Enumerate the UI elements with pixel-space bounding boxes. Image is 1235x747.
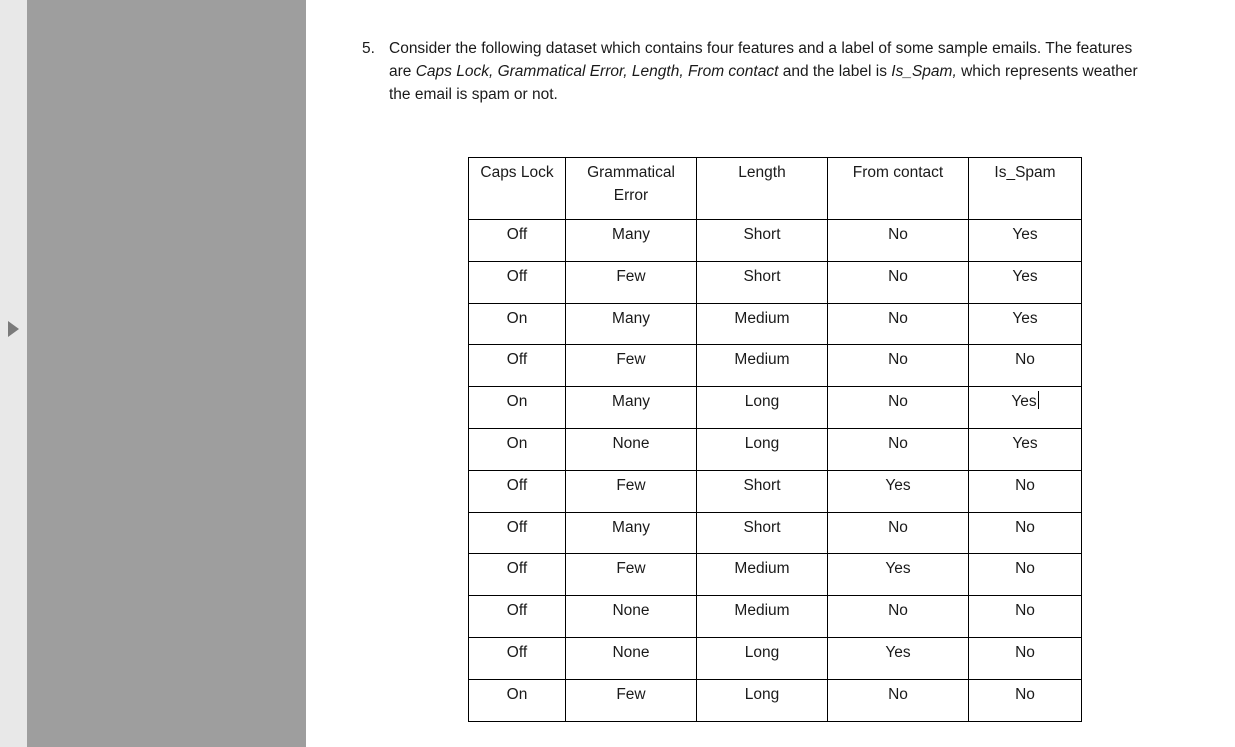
table-row [469, 428, 1082, 470]
table-cell[interactable]: No [828, 261, 969, 303]
table-cell[interactable]: Many [566, 303, 697, 345]
table-cell[interactable]: Few [566, 554, 697, 596]
table-cell[interactable]: Off [469, 554, 566, 596]
table-cell[interactable]: Medium [697, 345, 828, 387]
header-caps-lock: Caps Lock [469, 158, 566, 220]
table-cell[interactable]: No [828, 220, 969, 262]
table-cell[interactable]: Off [469, 220, 566, 262]
table-cell[interactable]: On [469, 428, 566, 470]
table-row [469, 554, 1082, 596]
table-row [469, 387, 1082, 429]
table-cell[interactable]: Medium [697, 554, 828, 596]
table-cell[interactable]: Yes [969, 387, 1082, 429]
table-cell[interactable]: Yes [969, 303, 1082, 345]
table-cell[interactable]: Few [566, 679, 697, 721]
question-paragraph [362, 37, 1152, 106]
left-margin-strip [0, 0, 27, 747]
table-cell[interactable]: Medium [697, 303, 828, 345]
table-cell[interactable]: Yes [828, 637, 969, 679]
table-row [469, 637, 1082, 679]
table-cell[interactable]: Few [566, 470, 697, 512]
table-cell[interactable]: None [566, 596, 697, 638]
table-row [469, 345, 1082, 387]
table-row [469, 220, 1082, 262]
table-cell[interactable]: Long [697, 637, 828, 679]
table-row [469, 261, 1082, 303]
table-cell[interactable]: On [469, 303, 566, 345]
header-grammatical-error: Grammatical Error [566, 158, 697, 220]
table-cell[interactable]: Short [697, 470, 828, 512]
table-row [469, 512, 1082, 554]
table-cell[interactable]: No [828, 303, 969, 345]
table-cell[interactable]: No [828, 679, 969, 721]
table-cell[interactable]: No [969, 596, 1082, 638]
table-cell[interactable]: No [969, 345, 1082, 387]
table-cell[interactable]: Long [697, 387, 828, 429]
table-header-row [469, 158, 1082, 220]
table-cell[interactable]: Yes [828, 554, 969, 596]
table-cell[interactable]: Many [566, 220, 697, 262]
table-cell[interactable]: None [566, 637, 697, 679]
table-cell[interactable]: Yes [969, 428, 1082, 470]
table-cell[interactable]: Off [469, 261, 566, 303]
table-cell[interactable]: On [469, 387, 566, 429]
table-row [469, 303, 1082, 345]
table-cell[interactable]: Long [697, 428, 828, 470]
table-cell[interactable]: No [969, 512, 1082, 554]
table-cell[interactable]: Short [697, 220, 828, 262]
table-cell[interactable]: No [828, 345, 969, 387]
document-page[interactable] [306, 0, 1235, 747]
table-row [469, 470, 1082, 512]
table-cell[interactable]: Off [469, 470, 566, 512]
expand-arrow-icon[interactable] [8, 321, 19, 337]
table-row [469, 596, 1082, 638]
header-length: Length [697, 158, 828, 220]
table-cell[interactable]: On [469, 679, 566, 721]
header-from-contact: From contact [828, 158, 969, 220]
table-cell[interactable]: Few [566, 261, 697, 303]
features-list: Caps Lock, Grammatical Error, Length, From contact [415, 63, 779, 80]
table-cell[interactable]: Yes [969, 220, 1082, 262]
table-cell[interactable]: No [969, 470, 1082, 512]
table-cell[interactable]: Long [697, 679, 828, 721]
question-number: 5. [362, 40, 375, 57]
table-cell[interactable]: Off [469, 596, 566, 638]
table-cell[interactable]: Off [469, 512, 566, 554]
table-cell[interactable]: No [828, 428, 969, 470]
table-row [469, 679, 1082, 721]
table-cell[interactable]: Short [697, 261, 828, 303]
spam-dataset-table [468, 157, 1082, 722]
text-cursor [1038, 391, 1039, 409]
table-cell[interactable]: Off [469, 637, 566, 679]
side-panel [27, 0, 306, 747]
question-text: Consider the following dataset which contains four features and a label of some sample emails. The features are Caps Lock, Grammatical Error, Length, From contact and the label is Is_Spam, which represents weather the email is spam or not. [389, 40, 1138, 103]
table-cell[interactable]: No [828, 512, 969, 554]
table-cell[interactable]: None [566, 428, 697, 470]
table-cell[interactable]: No [969, 679, 1082, 721]
header-is-spam: Is_Spam [969, 158, 1082, 220]
table-cell[interactable]: No [969, 637, 1082, 679]
table-cell[interactable]: Many [566, 512, 697, 554]
table-cell[interactable]: Many [566, 387, 697, 429]
table-cell[interactable]: No [969, 554, 1082, 596]
label-name: Is_Spam, [891, 63, 957, 80]
table-cell[interactable]: Off [469, 345, 566, 387]
table-cell[interactable]: Yes [969, 261, 1082, 303]
table-cell[interactable]: Medium [697, 596, 828, 638]
table-cell[interactable]: Short [697, 512, 828, 554]
table-cell[interactable]: No [828, 596, 969, 638]
table-cell[interactable]: No [828, 387, 969, 429]
table-cell[interactable]: Few [566, 345, 697, 387]
table-cell[interactable]: Yes [828, 470, 969, 512]
